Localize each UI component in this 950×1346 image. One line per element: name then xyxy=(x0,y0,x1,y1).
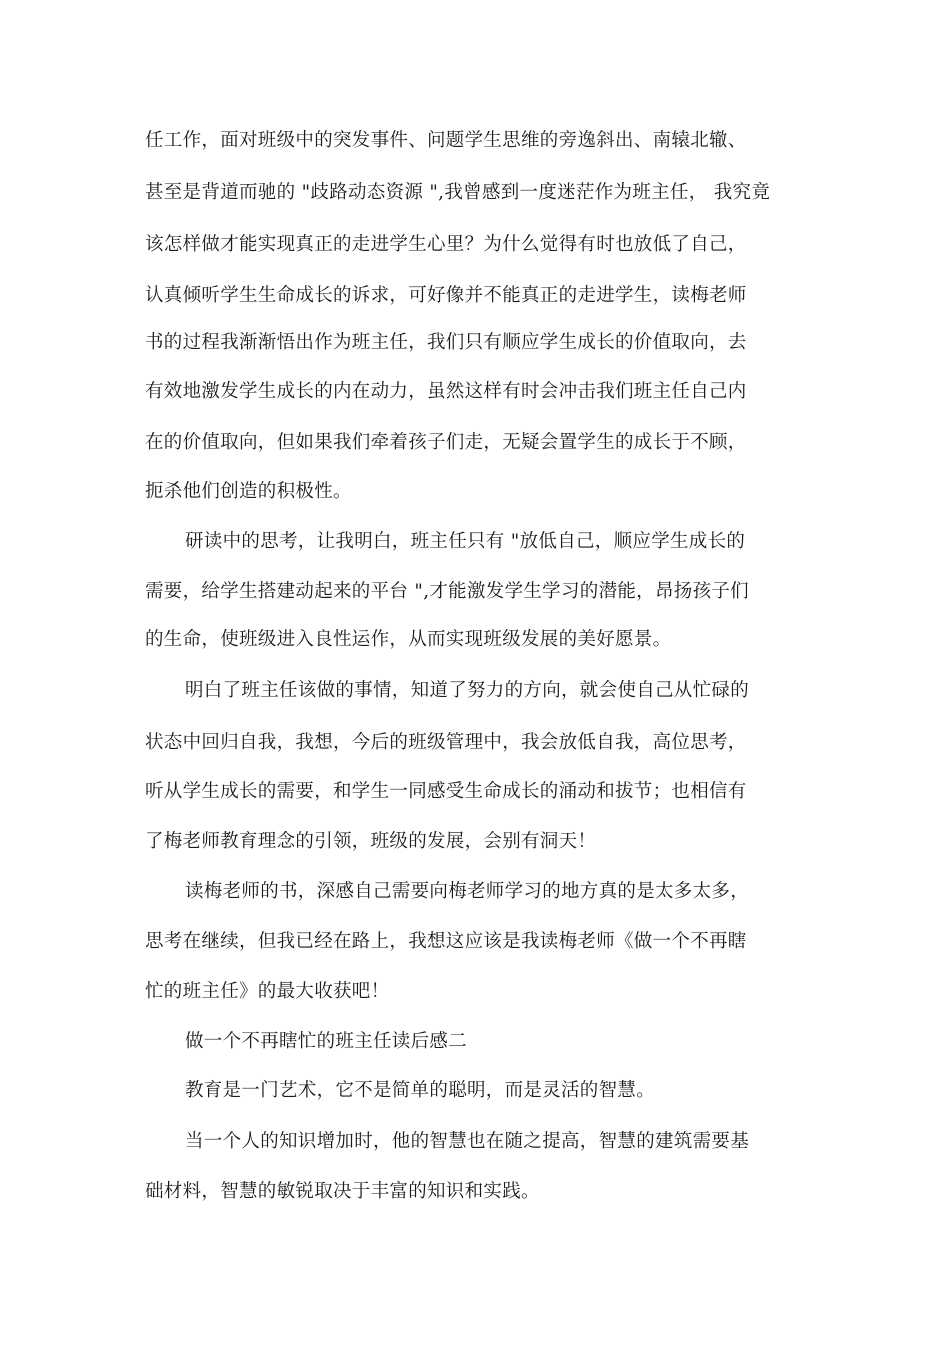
paragraph-first-line: 研读中的思考，让我明白，班主任只有 "放低自己，顺应学生成长的 xyxy=(185,531,746,552)
text-line: 需要，给学生搭建动起来的平台 ",才能激发学生学习的潜能，昂扬孩子们 xyxy=(145,581,749,602)
text-line: 了梅老师教育理念的引领，班级的发展，会别有洞天！ xyxy=(145,831,597,852)
text-line: 础材料，智慧的敏锐取决于丰富的知识和实践。 xyxy=(145,1181,540,1202)
text-line: 忙的班主任》的最大收获吧！ xyxy=(145,981,390,1002)
paragraph-first-line: 读梅老师的书，深感自己需要向梅老师学习的地方真的是太多太多， xyxy=(185,881,750,902)
text-line: 甚至是背道而驰的 "歧路动态资源 ",我曾感到一度迷茫作为班主任， 我究竟 xyxy=(145,182,771,203)
paragraph-first-line: 当一个人的知识增加时，他的智慧也在随之提高，智慧的建筑需要基 xyxy=(185,1131,750,1152)
text-line: 任工作，面对班级中的突发事件、问题学生思维的旁逸斜出、南辕北辙、 xyxy=(145,130,747,151)
text-line: 思考在继续，但我已经在路上，我想这应该是我读梅老师《做一个不再瞎 xyxy=(145,931,747,952)
text-line: 扼杀他们创造的积极性。 xyxy=(145,481,352,502)
text-line: 在的价值取向，但如果我们牵着孩子们走，无疑会置学生的成长于不顾， xyxy=(145,432,747,453)
text-line: 的生命，使班级进入良性运作，从而实现班级发展的美好愿景。 xyxy=(145,629,672,650)
paragraph-first-line: 教育是一门艺术，它不是简单的聪明，而是灵活的智慧。 xyxy=(185,1080,656,1101)
section-heading: 做一个不再瞎忙的班主任读后感二 xyxy=(185,1031,468,1052)
text-line: 听从学生成长的需要，和学生一同感受生命成长的涌动和拔节；也相信有 xyxy=(145,781,747,802)
paragraph-first-line: 明白了班主任该做的事情，知道了努力的方向，就会使自己从忙碌的 xyxy=(185,680,750,701)
text-line: 认真倾听学生生命成长的诉求，可好像并不能真正的走进学生，读梅老师 xyxy=(145,285,747,306)
text-line: 该怎样做才能实现真正的走进学生心里？为什么觉得有时也放低了自己， xyxy=(145,234,747,255)
text-line: 有效地激发学生成长的内在动力，虽然这样有时会冲击我们班主任自己内 xyxy=(145,381,747,402)
text-line: 书的过程我渐渐悟出作为班主任，我们只有顺应学生成长的价值取向，去 xyxy=(145,332,747,353)
text-line: 状态中回归自我，我想，今后的班级管理中，我会放低自我，高位思考， xyxy=(145,732,747,753)
